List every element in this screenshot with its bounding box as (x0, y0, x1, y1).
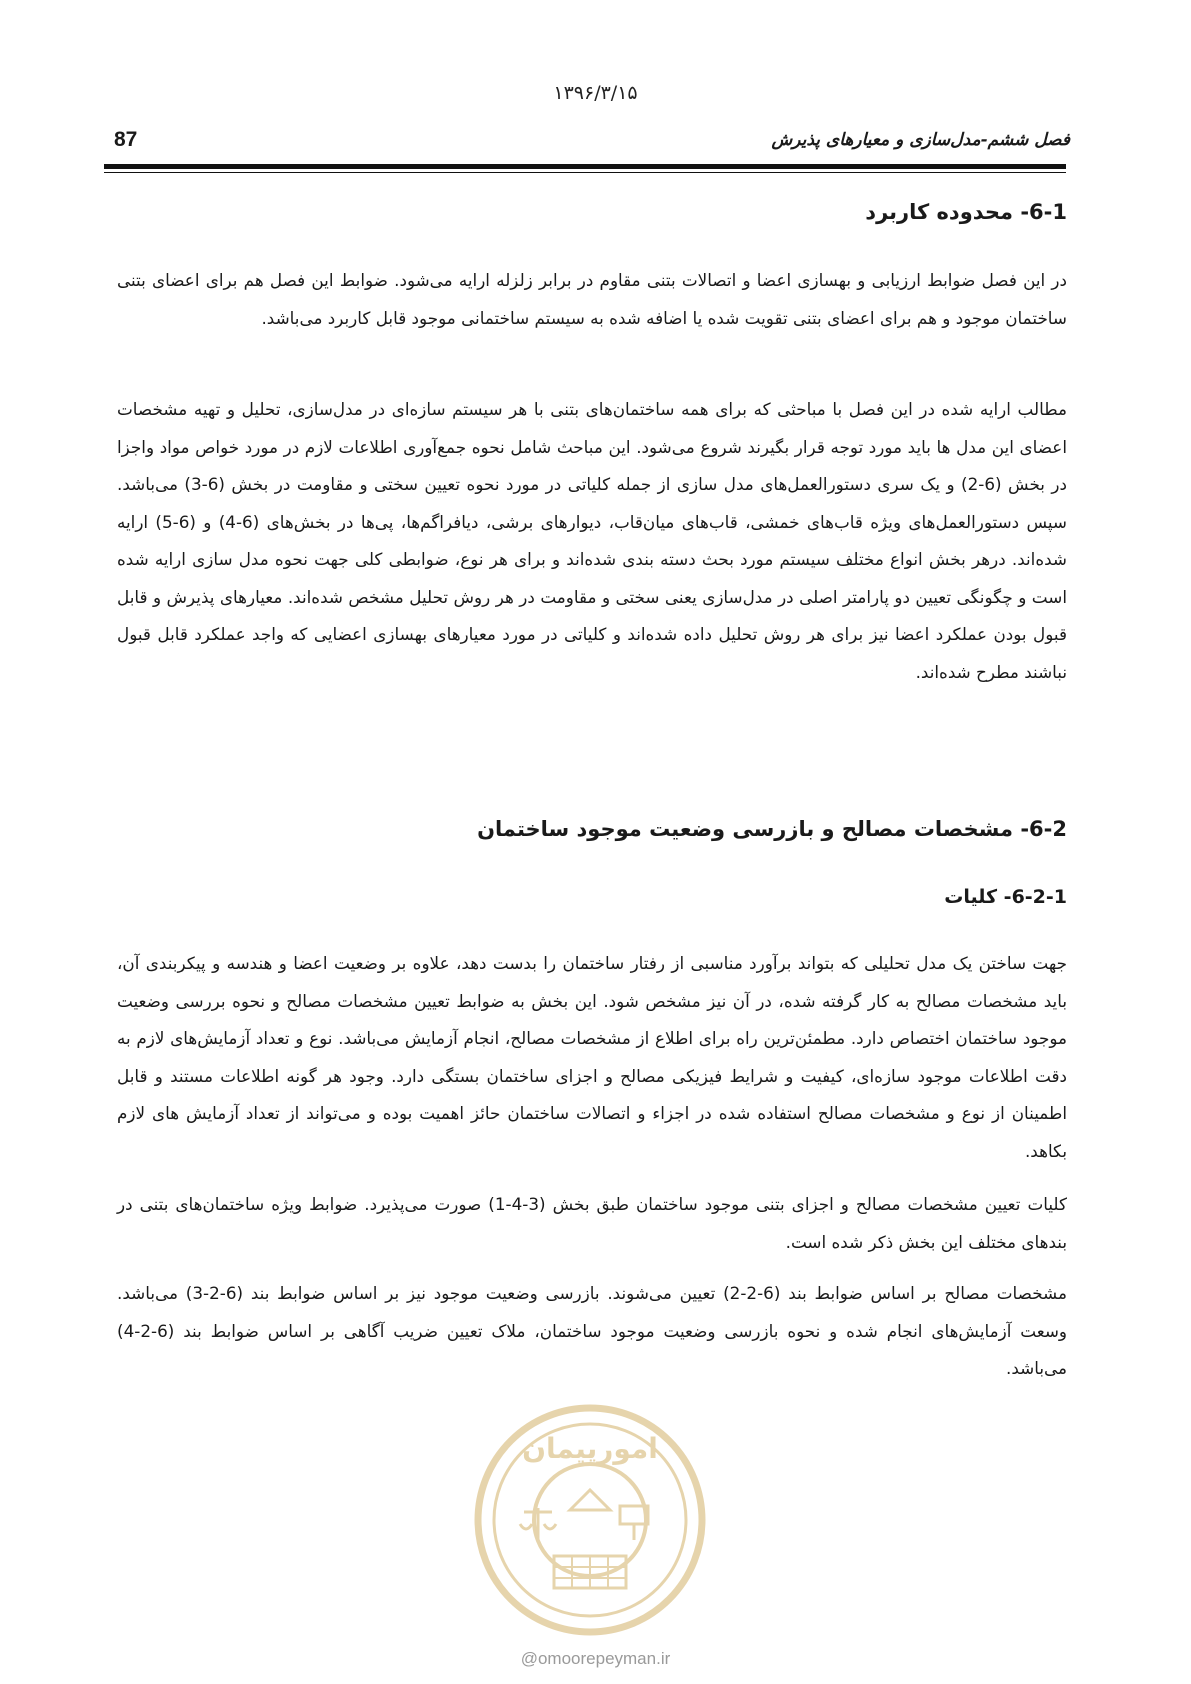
paragraph-general-2: کلیات تعیین مشخصات مصالح و اجزای بتنی موجود ساختمان طبق بخش (3-4-1) صورت می‌پذیرد. ضوابط ویژه ساختمان‌های بتنی در بندهای مختلف این بخش ذکر شده است. (117, 1194, 1067, 1252)
paragraph-general-1: جهت ساختن یک مدل تحلیلی که بتواند برآورد مناسبی از رفتار ساختمان را بدست دهد، علاوه بر وضعیت اعضا و هندسه و پیکربندی آن، باید مشخصات مصالح به کار گرفته شده، در آن نیز مشخص شود. این بخش به ضوابط تعیین مشخصات مصالح و نحوه بررسی وضعیت موجود ساختمان اختصاص دارد. مطمئن‌ترین راه برای اطلاع از مشخصات مصالح، انجام آزمایش می‌باشد. نوع و تعداد آزمایش‌های لازم به دقت اطلاعات موجود سازه‌ای، کیفیت و شرایط فیزیکی مصالح و اجزای ساختمان بستگی دارد. وجود هر گونه اطلاعات مستند و قابل اطمینان از نوع و مشخصات مصالح استفاده شده در اجزاء و اتصالات ساختمان حائز اهمیت بوده و می‌تواند از تعداد آزمایش های لازم بکاهد. (117, 953, 1067, 1161)
subsection-heading-general: 6-2-1- کلیات (944, 886, 1067, 908)
header-rule-thin (104, 172, 1066, 173)
running-head: فصل ششم-مدل‌سازی و معیارهای پذیرش (771, 130, 1070, 150)
header-rule-thick (104, 164, 1066, 169)
paragraph-general-3: مشخصات مصالح بر اساس ضوابط بند (6-2-2) تعیین می‌شوند. بازرسی وضعیت موجود نیز بر اساس ضوابط بند (6-2-3) می‌باشد. وسعت آزمایش‌های انجام شده و نحوه بازرسی وضعیت موجود ساختمان، ملاک تعیین ضریب آگاهی بر اساس ضوابط بند (6-2-4) می‌باشد. (117, 1283, 1067, 1378)
section-heading-materials: 6-2- مشخصات مصالح و بازرسی وضعیت موجود ساختمان (477, 817, 1067, 841)
section-heading-scope: 6-1- محدوده کاربرد (865, 200, 1067, 224)
seal-watermark-icon (470, 1400, 710, 1640)
date-stamp: ۱۳۹۶/۳/۱۵ (553, 82, 638, 104)
page-number: 87 (114, 128, 138, 151)
watermark-website: @omoorepeyman.ir (520, 1649, 671, 1668)
paragraph-scope-1: در این فصل ضوابط ارزیابی و بهسازی اعضا و اتصالات بتنی مقاوم در برابر زلزله ارایه می‌شود. ضوابط این فصل هم برای اعضای بتنی ساختمان موجود و هم برای اعضای بتنی تقویت شده یا اضافه شده به سیستم ساختمانی موجود قابل کاربرد می‌باشد. (117, 270, 1067, 328)
svg-text:امورپیمان: امورپیمان (522, 1432, 658, 1465)
paragraph-scope-2: مطالب ارایه شده در این فصل با مباحثی که برای همه ساختمان‌های بتنی با هر سیستم سازه‌ای در مدل‌سازی، تحلیل و تهیه مشخصات اعضای این مدل ها باید مورد توجه قرار بگیرند شروع می‌شود. این مباحث شامل نحوه جمع‌آوری اطلاعات لازم در مورد خواص مواد واجزا در بخش (6-2) و یک سری دستورالعمل‌های مدل سازی از جمله کلیاتی در مورد نحوه تعیین سختی و مقاومت در بخش (6-3) می‌باشد. سپس دستورالعمل‌های ویژه قاب‌های خمشی، قاب‌های میان‌قاب، دیوارهای برشی، دیافراگم‌ها، پی‌ها در بخش‌های (6-4) و (6-5) ارایه شده‌اند. درهر بخش انواع مختلف سیستم مورد بحث دسته بندی شده‌اند و برای هر نوع، ضوابطی کلی جهت نحوه مدل سازی ارایه شده است و چگونگی تعیین دو پارامتر اصلی در مدل‌سازی یعنی سختی و مقاومت در هر روش تحلیل مشخص شده‌اند. معیارهای پذیرش و قابل قبول بودن عملکرد اعضا نیز برای هر روش تحلیل داده شده‌اند و کلیاتی در مورد معیارهای بهسازی اعضایی که واجد عملکرد قابل قبول نباشند مطرح شده‌اند. (117, 399, 1067, 682)
